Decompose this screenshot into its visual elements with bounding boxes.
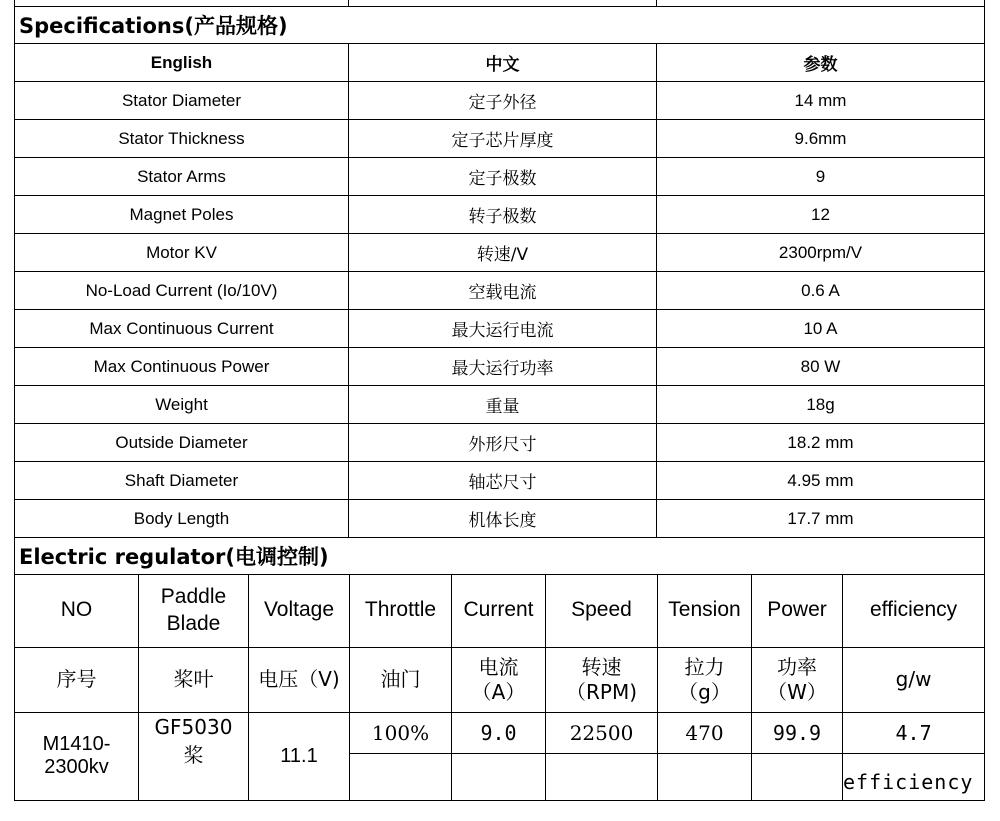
spec-value-cell: 12	[657, 196, 985, 234]
spec-row	[15, 234, 985, 272]
power-cell: 99.9	[752, 712, 843, 753]
col-throttle: Throttle	[350, 574, 452, 647]
col-throttle-zh: 油门	[350, 647, 452, 712]
col-efficiency-zh: g/w	[843, 647, 985, 712]
spec-row	[15, 158, 985, 196]
spec-chinese-cell: 定子外径	[349, 82, 657, 120]
spec-row	[15, 196, 985, 234]
spec-section-title: Specifications(产品规格)	[15, 7, 985, 44]
spec-header-english: English	[15, 44, 349, 82]
blank-cell	[752, 753, 843, 800]
model-line2: 2300kv	[44, 756, 109, 778]
col-paddle-zh: 桨叶	[139, 647, 249, 712]
spec-row	[15, 500, 985, 538]
speed-cell: 22500	[546, 712, 658, 753]
spec-row	[15, 82, 985, 120]
spec-english-cell: Body Length	[15, 500, 349, 538]
col-voltage-zh: 电压（V)	[249, 647, 350, 712]
col-speed: Speed	[546, 574, 658, 647]
col-paddle-blade	[139, 574, 249, 647]
spec-table-body	[15, 82, 985, 538]
spec-row	[15, 424, 985, 462]
col-speed-zh-line2: （RPM)	[565, 679, 637, 704]
spec-row	[15, 272, 985, 310]
spec-value-cell: 80 W	[657, 348, 985, 386]
col-tension-zh-line2: （g）	[678, 679, 731, 704]
spec-table-header	[15, 44, 985, 82]
regulator-table	[14, 537, 985, 801]
blade-cell	[139, 712, 249, 800]
efficiency-note: efficiency	[843, 753, 985, 800]
spec-english-cell: Stator Diameter	[15, 82, 349, 120]
col-current-zh	[452, 647, 546, 712]
col-no-zh: 序号	[15, 647, 139, 712]
spec-value-cell: 18.2 mm	[657, 424, 985, 462]
regulator-header-en	[15, 574, 985, 647]
model-cell	[15, 712, 139, 800]
spec-english-cell: Outside Diameter	[15, 424, 349, 462]
col-power-zh-line2: （W）	[767, 679, 827, 704]
spec-chinese-cell: 最大运行电流	[349, 310, 657, 348]
specifications-table	[14, 0, 985, 538]
spec-english-cell: Stator Arms	[15, 158, 349, 196]
blade-line1: GF5030	[154, 714, 233, 739]
col-tension-zh-line1: 拉力	[684, 654, 725, 679]
spec-english-cell: Weight	[15, 386, 349, 424]
spec-value-cell: 17.7 mm	[657, 500, 985, 538]
col-power: Power	[752, 574, 843, 647]
col-speed-zh-line1: 转速	[581, 654, 622, 679]
col-paddle-line2: Blade	[166, 611, 221, 635]
spec-chinese-cell: 最大运行功率	[349, 348, 657, 386]
spec-chinese-cell: 转速/V	[349, 234, 657, 272]
col-power-zh	[752, 647, 843, 712]
col-speed-zh	[546, 647, 658, 712]
blank-cell	[452, 753, 546, 800]
spec-english-cell: Max Continuous Power	[15, 348, 349, 386]
spec-chinese-cell: 转子极数	[349, 196, 657, 234]
spec-english-cell: Shaft Diameter	[15, 462, 349, 500]
col-current-zh-line2: （A）	[471, 679, 526, 704]
spec-row	[15, 348, 985, 386]
col-paddle-line1: Paddle	[160, 585, 227, 609]
spec-chinese-cell: 定子极数	[349, 158, 657, 196]
spec-value-cell: 9	[657, 158, 985, 196]
spec-chinese-cell: 机体长度	[349, 500, 657, 538]
spec-row	[15, 120, 985, 158]
blank-cell	[350, 753, 452, 800]
spec-chinese-cell: 轴芯尺寸	[349, 462, 657, 500]
spec-value-cell: 10 A	[657, 310, 985, 348]
spec-row	[15, 386, 985, 424]
spec-value-cell: 0.6 A	[657, 272, 985, 310]
voltage-cell: 11.1	[249, 712, 350, 800]
spec-english-cell: Magnet Poles	[15, 196, 349, 234]
regulator-section-header	[15, 537, 985, 574]
spec-english-cell: Motor KV	[15, 234, 349, 272]
col-voltage: Voltage	[249, 574, 350, 647]
spec-header-chinese: 中文	[349, 44, 657, 82]
spec-chinese-cell: 外形尺寸	[349, 424, 657, 462]
tension-cell: 470	[658, 712, 752, 753]
spec-value-cell: 2300rpm/V	[657, 234, 985, 272]
regulator-data-row	[15, 712, 985, 753]
spec-chinese-cell: 重量	[349, 386, 657, 424]
spec-chinese-cell: 定子芯片厚度	[349, 120, 657, 158]
spec-row	[15, 462, 985, 500]
spec-english-cell: No-Load Current (Io/10V)	[15, 272, 349, 310]
col-no: NO	[15, 574, 139, 647]
throttle-cell: 100%	[350, 712, 452, 753]
spec-header-value: 参数	[657, 44, 985, 82]
col-current-zh-line1: 电流	[478, 654, 519, 679]
spec-value-cell: 4.95 mm	[657, 462, 985, 500]
col-current: Current	[452, 574, 546, 647]
efficiency-cell: 4.7	[843, 712, 985, 753]
spec-value-cell: 14 mm	[657, 82, 985, 120]
model-line1: M1410-	[42, 733, 111, 755]
current-cell: 9.0	[452, 712, 546, 753]
blank-cell	[658, 753, 752, 800]
col-power-zh-line1: 功率	[777, 654, 817, 679]
spec-sheet	[14, 0, 984, 801]
regulator-header-zh	[15, 647, 985, 712]
spec-english-cell: Stator Thickness	[15, 120, 349, 158]
col-tension-zh	[658, 647, 752, 712]
spec-value-cell: 18g	[657, 386, 985, 424]
blade-line2: 桨	[183, 742, 204, 767]
spec-section-header	[15, 7, 985, 44]
spec-row	[15, 310, 985, 348]
spec-value-cell: 9.6mm	[657, 120, 985, 158]
spec-chinese-cell: 空载电流	[349, 272, 657, 310]
regulator-section-title: Electric regulator(电调控制)	[15, 537, 985, 574]
spec-english-cell: Max Continuous Current	[15, 310, 349, 348]
col-tension: Tension	[658, 574, 752, 647]
blank-cell	[546, 753, 658, 800]
col-efficiency: efficiency	[843, 574, 985, 647]
